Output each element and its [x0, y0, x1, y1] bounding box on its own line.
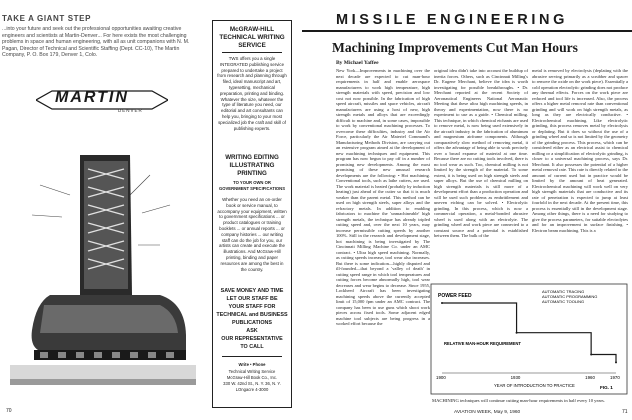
article-byline: By Michael Yaffee — [336, 60, 379, 66]
mh-contact-line: Technical Writing Service — [228, 369, 276, 374]
mh-cta-line: TO CALL — [240, 344, 264, 350]
mh-contact-line: LOngacre 4-3000 — [235, 387, 269, 392]
chart-point — [590, 353, 592, 355]
man-hour-chart — [430, 283, 628, 395]
page-number-left: 70 — [6, 408, 12, 414]
chart-tick-label: 1930 — [510, 375, 521, 380]
article-column-1: New York—Improvements in machining over the next decade are expected to cut man-hour requirements in half and enable aerospace manufacturers to work high temperature, high strength materials with speed, precision and low cost not now possible. In the fabrication of high speed aircraft, missiles and space vehicles, aircraft manufacturers are using a host of new, high strength metals and alloys that are exceedingly difficult to machine and, in some cases, impossible to work by conventional machining processes. To overcome these difficulties, industry and the Air Force, particularly the Air Materiel Command's Manufacturing Methods Division, are carrying out an extensive program aimed at the development of new machining techniques and equipment. This program has now begun to pay off in a number of promising new developments. Among the most promising of these new unusual research developments are the following: • Hot machining. Conventional tools, such as lathe cutters, are used. The work material is heated (probably by induction heating) just ahead of the cutter so that it is much weaker than the parent metal. This method can be used on high strength steels, super alloys and the refractory metals. In addition to enabling fabricators to machine the 'unmachineable' high strength metals, the technique has already tripled cutting speed and, over the next 10 years, may increase permissible cutting speeds by another 100%. Still in the research and development stage, hot machining is being investigated by The Cincinnati Milling Machine Co. under an AMC contract. • Ultra high speed machining. Normally, as cutting speeds increase, tool wear also increases. But there is some indication—highly disputed and ill-founded—that beyond a 'valley of death' in cutting speed range in which tool temperatures and cutting forces become abnormally high, tool wear decreases and wear begins to decrease. Since 1955, Lockheed Aircraft has been investigating machining speeds above the currently accepted limit of 15,000 fpm under an AMC contract. The company has been to use guns which shoot work pieces across fixed tools. Some adjacent edged machine tool subjects are being progress in a worked effort because the — [336, 68, 430, 326]
chart-annotation: AUTOMATIC TRACING — [542, 289, 585, 294]
mh-cta-line: ASK — [246, 328, 258, 334]
page-number-right: 71 — [622, 409, 628, 415]
mh-title2-line: WRITING EDITING — [225, 154, 279, 161]
mh-body-2: Whether you need an on-order book or service manual, to accompany your equipment, written to government specifications ... or product catalogues or training booklets ... or annual reports ... or company histories ... our writing staff can do the job for you, our artists can create and execute the illustrations. And McGraw-Hill printing, binding and paper resources are among the best in the country. — [217, 197, 287, 272]
chart-ylabel: POWER FEED — [438, 293, 472, 299]
martin-ad-body: ...into your future and seek out the professional opportunities awaiting creative engineers and scientists at Martin-Denver... For here exists the most challenging problems in space and human engineering, with all as unit companions with N. M. Pagan, Director of Technical and Scientific Staffing (Dept. CC-10), The Martin Company, P. O. Box 179, Denver 1, Colo. — [2, 26, 190, 59]
chart-xlabel: YEAR OF INTRODUCTION TO PRACTICE — [494, 383, 575, 388]
article-column-3: metal is removed by electrolysis (deplating with the abrasive serving primarily as a scrubber and spacer to remove the oxide on the work piece). Essentially a cold operation electrolytic grinding does not produce any thermal effects. Forces on the work piece are reduced and tool life is increased. Also, the process offers a higher metal removal rate than conventional grinding and will work on high strength metals, as long as they are electrically conductive. • Electrochemical machining. Like electrolytic grinding, this process removes metal by electrolysis or deplating. But it does so without the use of a grinding wheel and so is not limited by the geometry of the grinding process. This process, which can be considered either as an electrical assist to chemical milling or a simplification of electrolytic grinding, is closer to a universal machining process, says Dr. Merchant. It also possesses the potential of a higher metal removal rate. This rate is directly related to the amount of current used but in practice would be limited by the amount of heat generated. Electrochemical machining will work well on very high strength materials that are conductive and its rate of penetration is expected to jump at least fourfold in the next decade. At the present time, this process is essentially still in the development stage. Among other things, there is a need for studying to give the process parameters, for suitable electrolytes and for an improvement in surface finishing. • Electron beam machining. This is a — [532, 68, 628, 233]
chart-tick-label: 1970 — [610, 375, 620, 380]
chart-tick-label: 1900 — [436, 375, 446, 380]
section-title: MISSILE ENGINEERING — [336, 12, 568, 28]
chart-point — [516, 332, 518, 334]
mh-divider — [222, 356, 282, 357]
chart-annotation: AUTOMATIC TOOLING — [542, 299, 585, 304]
mh-divider — [222, 52, 282, 53]
section-rule — [302, 30, 632, 32]
mh-title-line: McGRAW-HILL — [229, 26, 275, 33]
article-headline: Machining Improvements Cut Man Hours — [332, 40, 578, 55]
mh-cta-line: PUBLICATIONS — [231, 320, 273, 326]
mh-contact-line: Write • Phone — [238, 362, 266, 367]
mh-cta-line: TECHNICAL and BUSINESS — [216, 312, 288, 318]
chart-fig-label: FIG. 1 — [600, 385, 613, 390]
mh-cta-line: SAVE MONEY AND TIME — [220, 288, 284, 294]
chart-point — [615, 361, 617, 363]
mh-cta-line: LET OUR STAFF BE — [226, 296, 278, 302]
martin-ad-headline: TAKE A GIANT STEP — [2, 14, 92, 23]
mh-title-line: SERVICE — [238, 42, 266, 49]
mh-cta-line: OUR REPRESENTATIVE — [221, 336, 283, 342]
chart-series-label: RELATIVE MAN-HOUR REQUIREMENT — [444, 341, 521, 346]
mh-contact-line: 330 W. 42nd St., N. Y. 36, N. Y. — [223, 381, 281, 386]
space-boot-illustration — [10, 145, 196, 401]
martin-logo-subtitle: DENVER — [118, 108, 143, 113]
mh-title2-line: ILLUSTRATING — [229, 162, 275, 169]
chart-frame — [431, 284, 627, 394]
mh-title-line: TECHNICAL WRITING — [219, 34, 285, 41]
chart-tick-label: 1960 — [585, 375, 595, 380]
mh-cta-line: YOUR STAFF FOR — [228, 304, 276, 310]
chart-point — [441, 302, 443, 304]
mh-body-1: TWS offers you a single INTEGRATED publishing service prepared to undertake a project from research and planning through filed, ideal manuscript and art, typesetting, mechanical preparation, printing and binding. Whatever the size, whatever the type of literature you need, our editorial and art consultants can help you, bringing to your most specialized job the craft and skill of publishing experts. — [217, 56, 287, 131]
chart-caption: MACHINING techniques will continue cutting man-hour requirements in half every 10 years. — [432, 398, 605, 403]
page-footer: AVIATION WEEK, May 9, 1960 — [454, 410, 521, 415]
martin-logo: MARTIN — [55, 89, 129, 106]
mh-title2-line: PRINTING — [237, 170, 267, 177]
mh-subtitle2-line: GOVERNMENT SPECIFICATIONS — [219, 186, 285, 191]
chart-annotation: AUTOMATIC PROGRAMMING — [542, 294, 598, 299]
mh-subtitle2-line: TO YOUR OWN OR — [233, 180, 271, 185]
article-column-2: original idea didn't take into account the buildup of inertia forces. Others, such as Cincinnati Milling's Dr. Eugene Merchant, believe the idea is worth investigating for possible breakthroughs. • Dr. Merchant reported at the recent Society of Aeronautical Engineers National Aeronautic Meeting that these ultra high machining speeds, in theory and experimentation, now there is no experiment to use as a guide. • Chemical milling. This technique, in which chemical etchants are used to remove metal, is now being used extensively in the aircraft industry in the fabrication of aluminum and magnesium airframe components. Although comparatively slow method of removing metal, it offers the advantage of being able to work precisely over a broad expanse of material at one time. Because there are no cutting tools involved, there is no tool wear as such. Too, chemical milling is not limited by the strength of the material. To some extent, it is being used on high strength steels and super alloys. But the use of chemical milling on high strength materials is still more of a development effort than a production operation and will be used such problems as embrittlement and uneven etching can be solved. • Electrolytic grinding. In this process, which is now a commercial operation, a metal-bonded abrasive wheel is used along with an electrolyte. The grinding wheel and work piece are connected to a constant source and a potential is established between them. The bulk of the — [434, 68, 528, 238]
mh-contact-line: McGraw-Hill Book Co., Inc. — [226, 375, 278, 380]
